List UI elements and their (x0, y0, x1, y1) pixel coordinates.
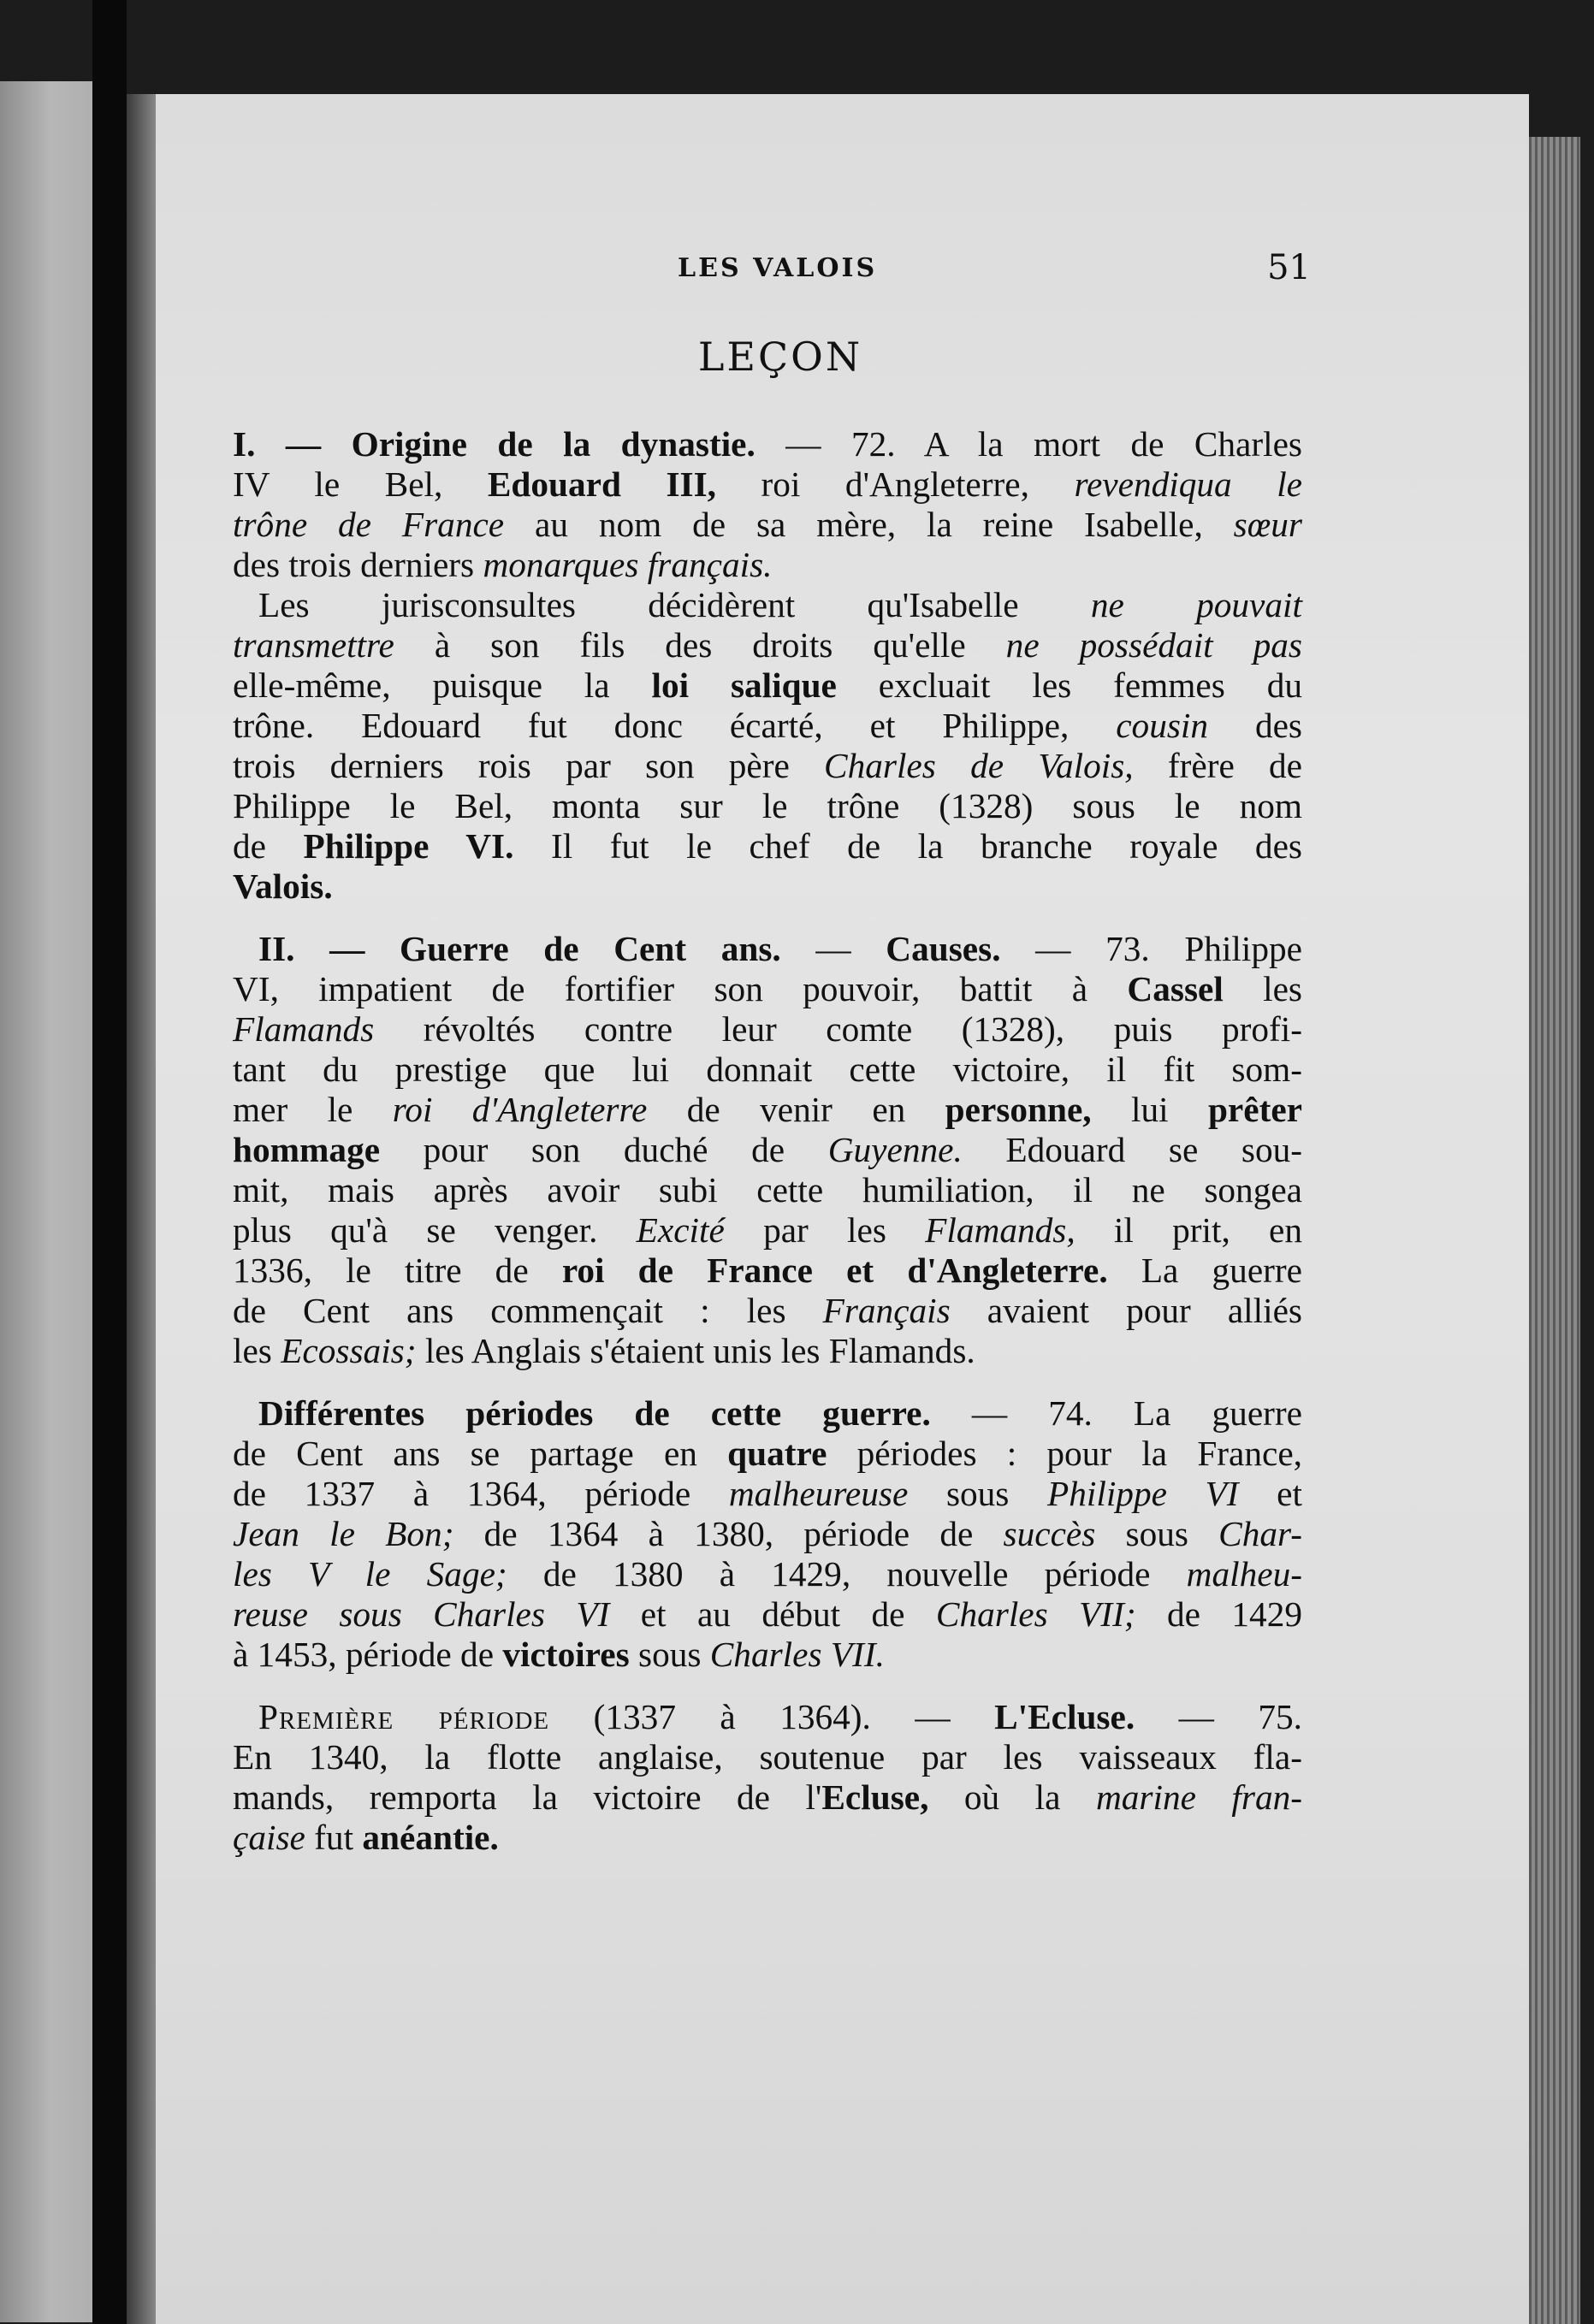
binding-shadow (92, 0, 127, 2324)
text-run: transmettre (233, 625, 394, 665)
lesson-title: LEÇON (697, 334, 863, 380)
text-run: IV le Bel, (233, 464, 488, 504)
text-line (233, 1170, 1302, 1210)
text-line (233, 1050, 1302, 1090)
text-line (233, 1635, 1302, 1675)
text-line (233, 1210, 1302, 1251)
text-run: révoltés contre leur comte (1328), puis profi- (374, 1009, 1302, 1049)
text-run: personne, (945, 1090, 1092, 1129)
text-run: plus qu'à se venger. (233, 1210, 637, 1250)
text-run: de Cent ans se partage en (233, 1434, 728, 1473)
text-run: à son fils des droits qu'elle (394, 625, 1006, 665)
text-run: Guyenne. (827, 1130, 963, 1169)
text-run: reuse sous Charles VI (233, 1594, 610, 1634)
text-run: les (1223, 969, 1303, 1008)
text-run: excluait les femmes du (836, 665, 1302, 705)
text-run: Flamands, (925, 1210, 1076, 1250)
text-run: par les (724, 1210, 926, 1250)
paragraph-origine-dynastie (233, 424, 1302, 585)
running-title: LES VALOIS (678, 253, 878, 283)
text-run: Char- (1218, 1514, 1302, 1553)
running-header (233, 248, 1311, 299)
text-run: où la (928, 1777, 1096, 1817)
text-run: des trois derniers (233, 545, 483, 584)
paragraph-gap (233, 1675, 1302, 1697)
text-run: les (233, 1331, 281, 1370)
text-line (233, 1393, 1302, 1434)
text-run: de 1364 à 1380, période de (453, 1514, 1004, 1553)
text-line (233, 706, 1302, 746)
text-run: VI, impatient de fortifier son pouvoir, battit à (233, 969, 1128, 1008)
text-run: quatre (727, 1434, 827, 1473)
page-text (233, 248, 1311, 1858)
text-run: Jean le Bon; (233, 1514, 454, 1553)
text-run: tant du prestige que lui donnait cette victoire, il fit som- (233, 1050, 1302, 1089)
text-run: Ecossais; (281, 1331, 417, 1370)
text-run: de Cent ans commençait : les (233, 1291, 823, 1330)
page-gutter (127, 94, 157, 2324)
text-run: lui (1091, 1090, 1208, 1129)
text-line (233, 464, 1302, 505)
paragraph-guerre-cent-ans (233, 929, 1302, 1371)
text-line (233, 1514, 1302, 1554)
text-run: — 75. (1135, 1697, 1302, 1736)
paragraph-gap (233, 907, 1302, 929)
text-run: Cassel (1127, 969, 1224, 1008)
text-run: Philippe le Bel, monta sur le trône (1328) sous le nom (233, 786, 1302, 825)
text-line (233, 1331, 1302, 1371)
text-run: prêter (1207, 1090, 1303, 1129)
text-line (233, 786, 1302, 826)
text-run: Charles VII. (709, 1635, 885, 1674)
text-run: Charles VII; (935, 1594, 1136, 1634)
text-run: Première période (258, 1697, 550, 1736)
text-run: L'Ecluse. (994, 1697, 1135, 1736)
text-run: anéantie. (362, 1818, 499, 1857)
text-line (233, 1777, 1302, 1818)
text-run: En 1340, la flotte anglaise, soutenue par les vaisseaux fla- (233, 1737, 1302, 1777)
text-line (233, 1009, 1302, 1050)
text-line (233, 969, 1302, 1009)
text-run: Edouard III, (487, 464, 717, 504)
text-run: — 73. Philippe (1000, 929, 1302, 968)
text-run: à 1453, période de (233, 1635, 503, 1674)
text-run: fut (305, 1818, 363, 1857)
text-run: pour son duché de (380, 1130, 828, 1169)
text-run: de venir en (647, 1090, 945, 1129)
text-run: trois derniers rois par son père (233, 746, 825, 785)
text-run: Ecluse, (821, 1777, 929, 1817)
text-run: roi d'Angleterre, (716, 464, 1075, 504)
text-run: — 74. La guerre (930, 1393, 1302, 1433)
text-run: Valois. (233, 866, 333, 906)
text-line (233, 1554, 1302, 1594)
text-line (233, 585, 1302, 625)
text-run: 1336, le titre de (233, 1251, 562, 1290)
text-run: avaient pour alliés (950, 1291, 1303, 1330)
text-run: de 1380 à 1429, nouvelle période (507, 1554, 1187, 1594)
text-run: les V le Sage; (233, 1554, 507, 1594)
text-run: trône de France (233, 505, 505, 544)
text-line (233, 505, 1302, 545)
text-run: de 1429 (1135, 1594, 1303, 1634)
paragraph-periodes (233, 1393, 1302, 1675)
text-line (233, 665, 1302, 706)
text-run: et au début de (609, 1594, 936, 1634)
text-run: II. — Guerre de Cent ans. (258, 929, 781, 968)
text-line (233, 1697, 1302, 1737)
text-line (233, 1291, 1302, 1331)
text-run: trône. Edouard fut donc écarté, et Philippe, (233, 706, 1117, 745)
text-run: (1337 à 1364). — (549, 1697, 995, 1736)
text-run: au nom de sa mère, la reine Isabelle, (504, 505, 1234, 544)
text-line (233, 625, 1302, 665)
text-run: loi salique (651, 665, 837, 705)
text-run: Origine de la dynastie. (351, 424, 756, 464)
text-line (233, 826, 1302, 866)
text-run: — (780, 929, 886, 968)
text-line (233, 1090, 1302, 1130)
text-run: frère de (1133, 746, 1303, 785)
text-run: marine fran- (1095, 1777, 1302, 1817)
text-run: périodes : pour la France, (827, 1434, 1302, 1473)
text-run: Philippe VI (1047, 1474, 1239, 1513)
text-line (233, 866, 1302, 907)
text-run: Charles de Valois, (824, 746, 1134, 785)
text-run: malheu- (1186, 1554, 1302, 1594)
text-run: Il fut le chef de la branche royale des (513, 826, 1302, 866)
text-line (233, 1474, 1302, 1514)
text-run: sœur (1233, 505, 1302, 544)
text-run: Différentes périodes de cette guerre. (258, 1393, 931, 1433)
text-run: mands, remporta la victoire de l' (233, 1777, 822, 1817)
text-run: roi de France et d'Angleterre. (561, 1251, 1108, 1290)
text-line (233, 1434, 1302, 1474)
text-run: Flamands (233, 1009, 375, 1049)
text-line (233, 1594, 1302, 1635)
text-run: mit, mais après avoir subi cette humiliation, il ne songea (233, 1170, 1302, 1209)
text-run: victoires (502, 1635, 630, 1674)
text-line (233, 746, 1302, 786)
text-run: hommage (233, 1130, 381, 1169)
text-run: monarques français. (483, 545, 773, 584)
text-line (233, 929, 1302, 969)
text-run: de 1337 à 1364, période (233, 1474, 729, 1513)
text-run: mer le (233, 1090, 393, 1129)
text-line (233, 1251, 1302, 1291)
text-run: malheureuse (728, 1474, 909, 1513)
paragraph-ecluse (233, 1697, 1302, 1858)
text-run: La guerre (1107, 1251, 1302, 1290)
text-run: Excité (636, 1210, 725, 1250)
text-run: revendiqua le (1074, 464, 1303, 504)
text-run: Causes. (886, 929, 1001, 968)
text-run: de (233, 826, 304, 866)
text-run: sous (1095, 1514, 1219, 1553)
text-line (233, 1130, 1302, 1170)
text-run: — 72. A la mort de Charles (755, 424, 1303, 464)
text-line (233, 1737, 1302, 1777)
text-line (233, 545, 1302, 585)
text-line (233, 424, 1302, 464)
paragraph-gap (233, 1371, 1302, 1393)
text-run: Les jurisconsultes décidèrent qu'Isabelle (258, 585, 1091, 624)
page-number: 51 (1267, 248, 1311, 287)
text-run: çaise (233, 1818, 305, 1857)
text-run: les Anglais s'étaient unis les Flamands. (416, 1331, 975, 1370)
text-run: sous (908, 1474, 1048, 1513)
text-run: roi d'Angleterre (392, 1090, 648, 1129)
stacked-page-edges (1529, 137, 1580, 2324)
text-run: Philippe VI. (303, 826, 514, 866)
text-run: ne possédait pas (1005, 625, 1302, 665)
text-run: elle-même, puisque la (233, 665, 652, 705)
text-run: ne pouvait (1090, 585, 1302, 624)
text-run: I. — (233, 424, 352, 464)
text-run: des (1208, 706, 1303, 745)
text-run: sous (629, 1635, 710, 1674)
text-run: cousin (1116, 706, 1209, 745)
text-run: Français (822, 1291, 951, 1330)
paragraph-loi-salique (233, 585, 1302, 907)
text-run: succès (1003, 1514, 1096, 1553)
text-line (233, 1818, 1302, 1858)
text-run: il prit, en (1075, 1210, 1302, 1250)
text-run: et (1238, 1474, 1302, 1513)
text-run: Edouard se sou- (962, 1130, 1302, 1169)
